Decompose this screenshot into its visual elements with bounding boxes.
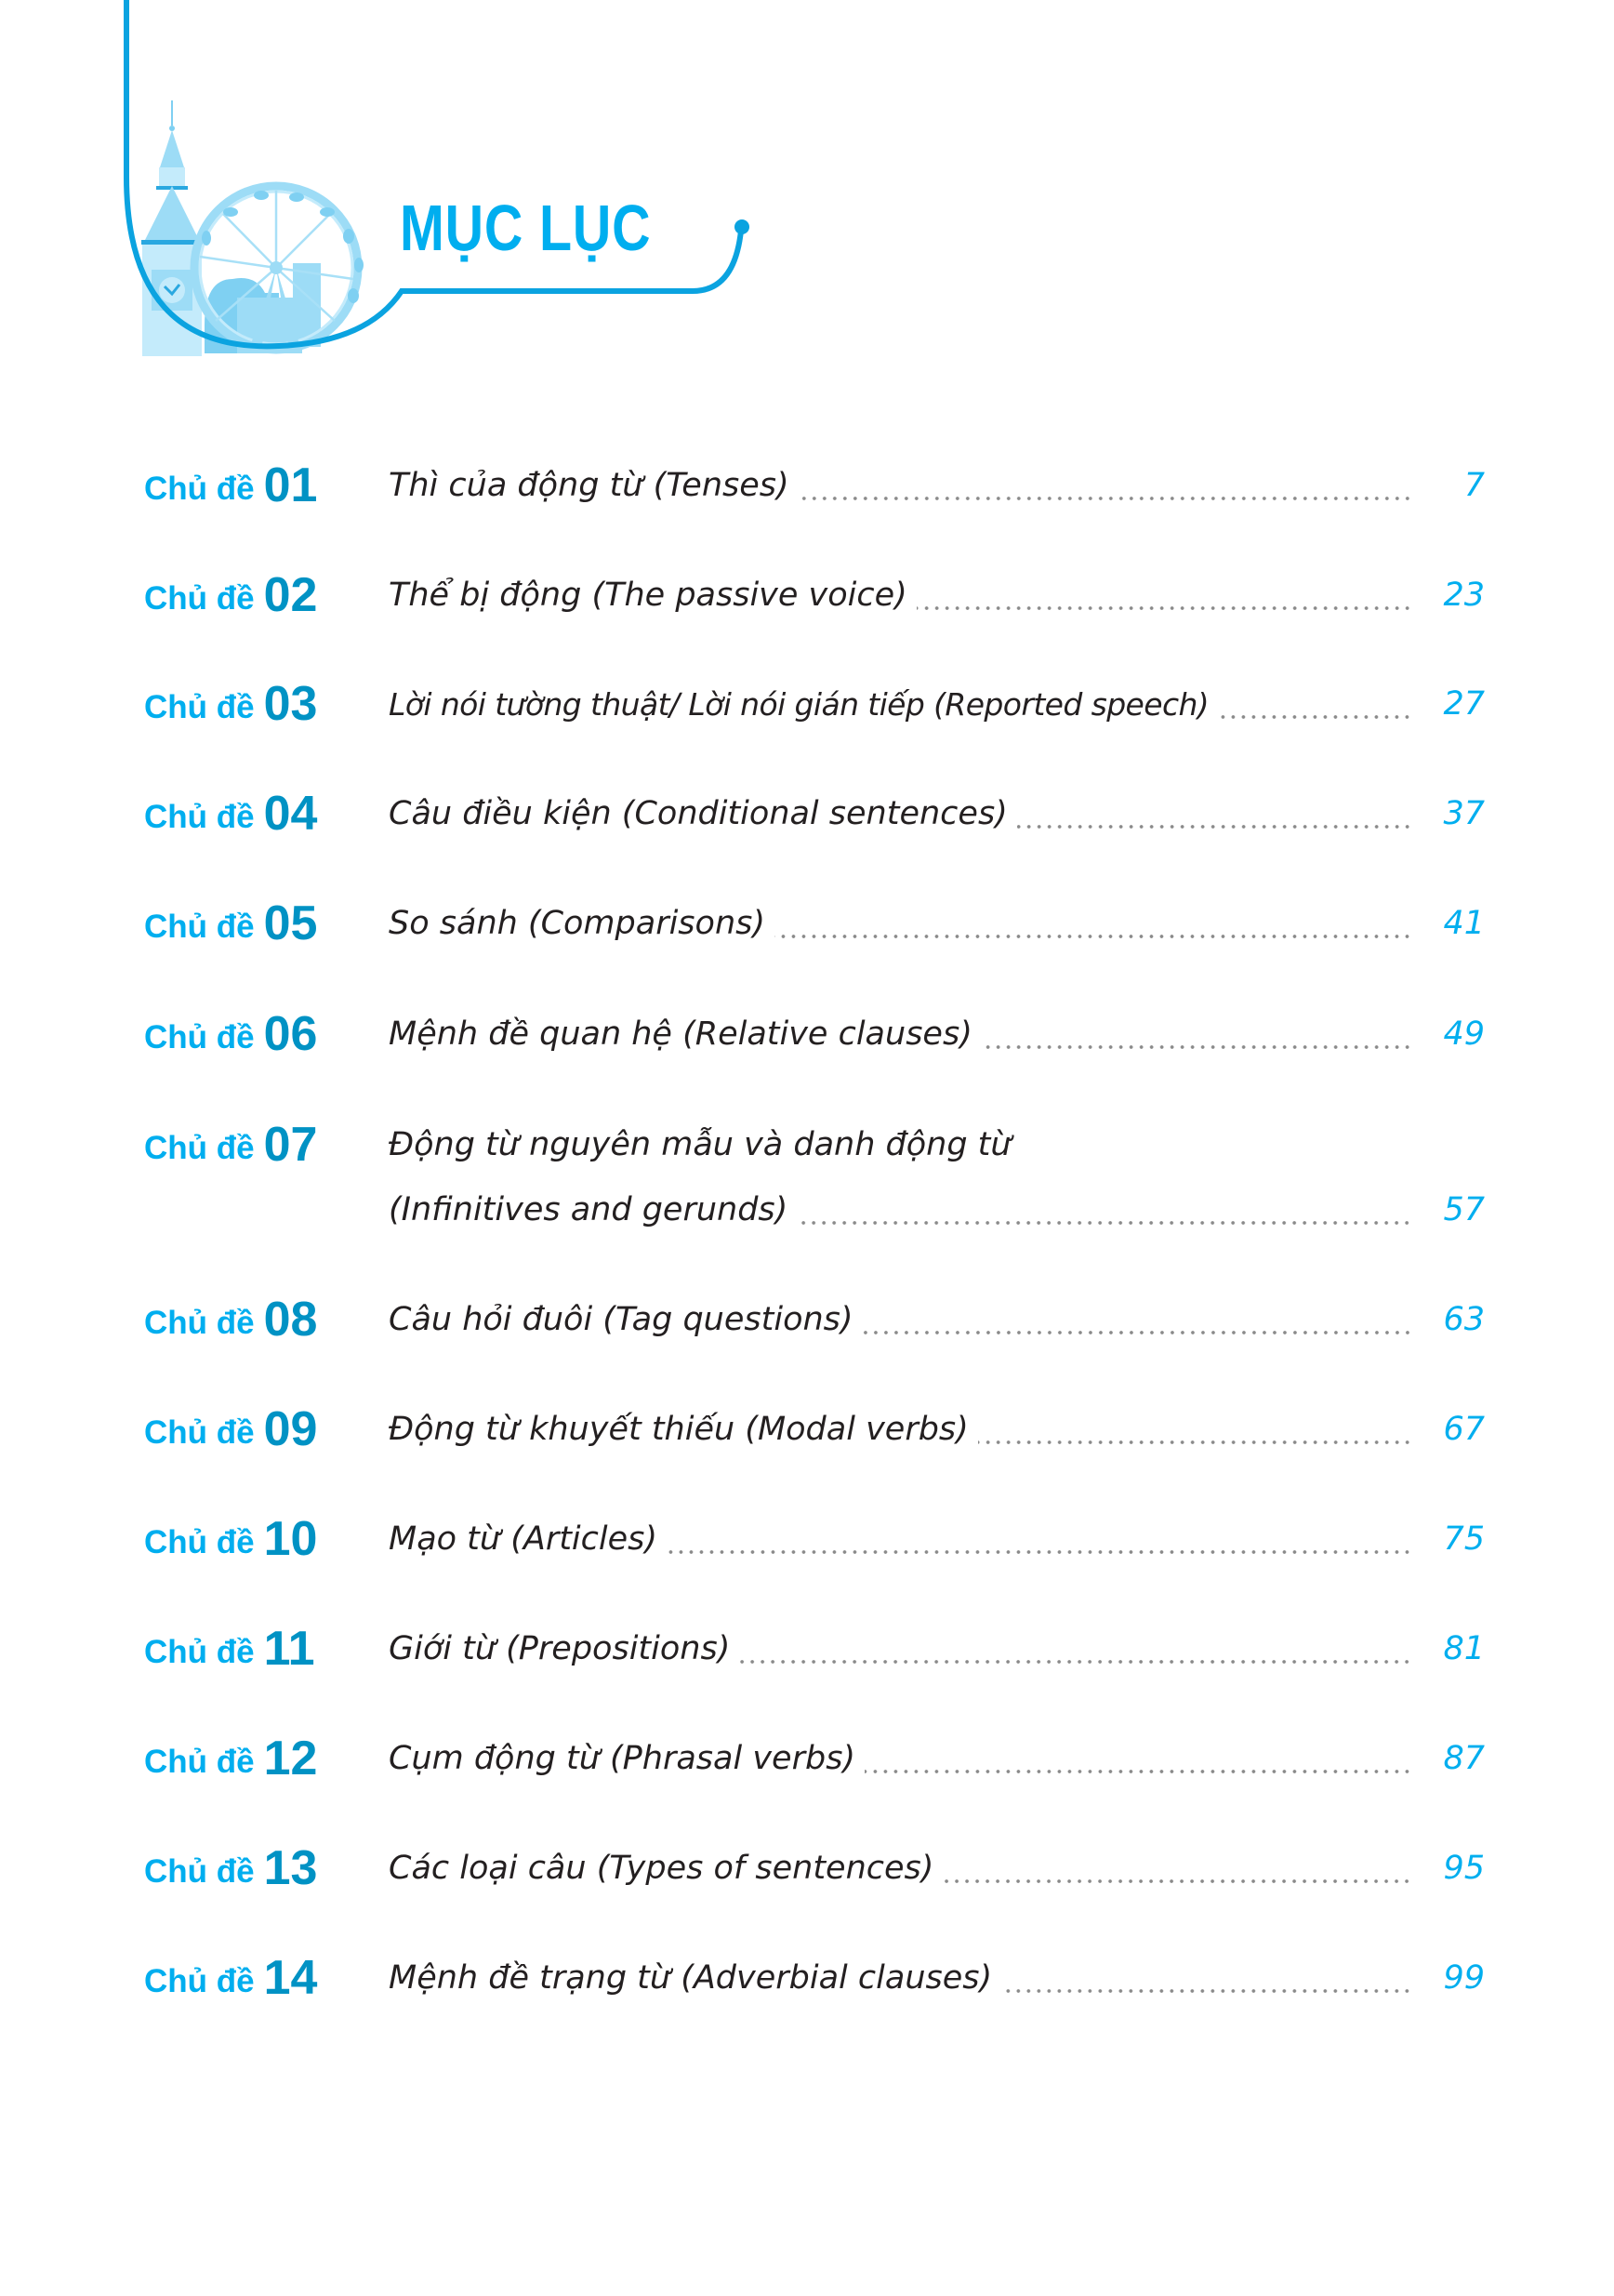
dot-leader: [863, 1331, 1412, 1334]
dot-leader: [943, 1879, 1412, 1883]
page-number[interactable]: 81: [1443, 1630, 1485, 1667]
dot-leader: [1001, 1989, 1412, 1993]
topic-title[interactable]: Động từ khuyết thiếu (Modal verbs): [389, 1411, 969, 1448]
toc-entry-05[interactable]: [0, 896, 1614, 951]
toc-entry-12[interactable]: [0, 1731, 1614, 1786]
topic-number: 08: [263, 1293, 318, 1347]
dot-leader: [739, 1660, 1412, 1664]
topic-title[interactable]: Lời nói tường thuật/ Lời nói gián tiếp (Reported speech): [389, 685, 1210, 723]
toc-entry-10[interactable]: [0, 1511, 1614, 1567]
frame-end-dot: [734, 219, 749, 234]
topic-number: 02: [263, 568, 318, 622]
header-illustration: [0, 0, 837, 372]
page-number[interactable]: 75: [1443, 1520, 1485, 1558]
topic-number: 05: [263, 896, 318, 950]
topic-number: 03: [263, 677, 318, 731]
topic-title[interactable]: Mệnh đề quan hệ (Relative clauses): [389, 1015, 972, 1053]
page-number[interactable]: 49: [1443, 1015, 1485, 1053]
topic-title[interactable]: Thể bị động (The passive voice): [389, 577, 907, 614]
page-number[interactable]: 23: [1443, 577, 1485, 614]
dot-leader: [1218, 715, 1412, 719]
topic-title-line1[interactable]: Động từ nguyên mẫu và danh động từ: [389, 1126, 1012, 1163]
topic-label: Chủ đề: [144, 1524, 255, 1560]
topic-title[interactable]: Giới từ (Prepositions): [389, 1630, 731, 1667]
page-number[interactable]: 99: [1443, 1959, 1485, 1997]
dot-leader: [799, 497, 1412, 500]
topic-title[interactable]: So sánh (Comparisons): [389, 905, 766, 942]
topic-number: 13: [263, 1841, 318, 1895]
topic-number: 04: [263, 787, 318, 841]
page-number[interactable]: 27: [1443, 685, 1485, 723]
toc-entry-02[interactable]: [0, 567, 1614, 623]
topic-title[interactable]: Mạo từ (Articles): [389, 1520, 658, 1558]
page-number[interactable]: 63: [1443, 1301, 1485, 1338]
topic-label: Chủ đề: [144, 471, 255, 507]
dot-leader: [797, 1221, 1412, 1225]
toc-entry-14[interactable]: [0, 1950, 1614, 2006]
topic-title[interactable]: Câu hỏi đuôi (Tag questions): [389, 1301, 853, 1338]
topic-number: 07: [263, 1118, 318, 1172]
topic-number: 01: [263, 458, 318, 512]
topic-label: Chủ đề: [144, 580, 255, 617]
topic-title[interactable]: Các loại câu (Types of sentences): [389, 1850, 934, 1887]
topic-label: Chủ đề: [144, 1305, 255, 1341]
toc-entry-06[interactable]: [0, 1006, 1614, 1062]
topic-number: 10: [263, 1512, 318, 1566]
page-number[interactable]: 57: [1443, 1191, 1485, 1228]
topic-number: 09: [263, 1402, 318, 1456]
topic-label: Chủ đề: [144, 799, 255, 835]
toc-entry-09[interactable]: [0, 1401, 1614, 1457]
dot-leader: [982, 1045, 1412, 1049]
page-number[interactable]: 67: [1443, 1411, 1485, 1448]
toc-entry-11[interactable]: [0, 1621, 1614, 1677]
page-title: MỤC LỤC: [400, 192, 652, 264]
page-number[interactable]: 95: [1443, 1850, 1485, 1887]
topic-label: Chủ đề: [144, 689, 255, 725]
page-number[interactable]: 87: [1443, 1740, 1485, 1777]
dot-leader: [978, 1440, 1412, 1444]
topic-number: 11: [263, 1622, 315, 1676]
topic-label: Chủ đề: [144, 1744, 255, 1780]
dot-leader: [865, 1770, 1412, 1773]
topic-number: 14: [263, 1951, 318, 2005]
toc-entry-08[interactable]: [0, 1292, 1614, 1347]
topic-title[interactable]: (Infinitives and gerunds): [389, 1191, 788, 1228]
topic-number: 06: [263, 1007, 318, 1061]
page-number[interactable]: 37: [1443, 795, 1485, 832]
dot-leader: [1017, 825, 1412, 829]
toc-entry-01[interactable]: [0, 458, 1614, 513]
topic-title[interactable]: Câu điều kiện (Conditional sentences): [389, 795, 1008, 832]
topic-number: 12: [263, 1732, 318, 1785]
toc-entry-03[interactable]: [0, 676, 1614, 732]
dot-leader: [917, 606, 1412, 610]
topic-title[interactable]: Mệnh đề trạng từ (Adverbial clauses): [389, 1959, 993, 1997]
toc-entry-04[interactable]: [0, 786, 1614, 842]
topic-label: Chủ đề: [144, 1853, 255, 1890]
toc-entry-07[interactable]: [0, 1117, 1614, 1238]
topic-label: Chủ đề: [144, 1414, 255, 1451]
toc-entry-13[interactable]: [0, 1840, 1614, 1896]
topic-label: Chủ đề: [144, 1634, 255, 1670]
topic-label: Chủ đề: [144, 1963, 255, 1999]
dot-leader: [774, 935, 1412, 938]
topic-title[interactable]: Thì của động từ (Tenses): [389, 467, 789, 504]
page-number[interactable]: 7: [1463, 467, 1485, 504]
dot-leader: [667, 1550, 1412, 1554]
topic-label: Chủ đề: [144, 1130, 255, 1166]
page-number[interactable]: 41: [1443, 905, 1485, 942]
topic-label: Chủ đề: [144, 909, 255, 945]
topic-title[interactable]: Cụm động từ (Phrasal verbs): [389, 1740, 856, 1777]
topic-label: Chủ đề: [144, 1019, 255, 1055]
